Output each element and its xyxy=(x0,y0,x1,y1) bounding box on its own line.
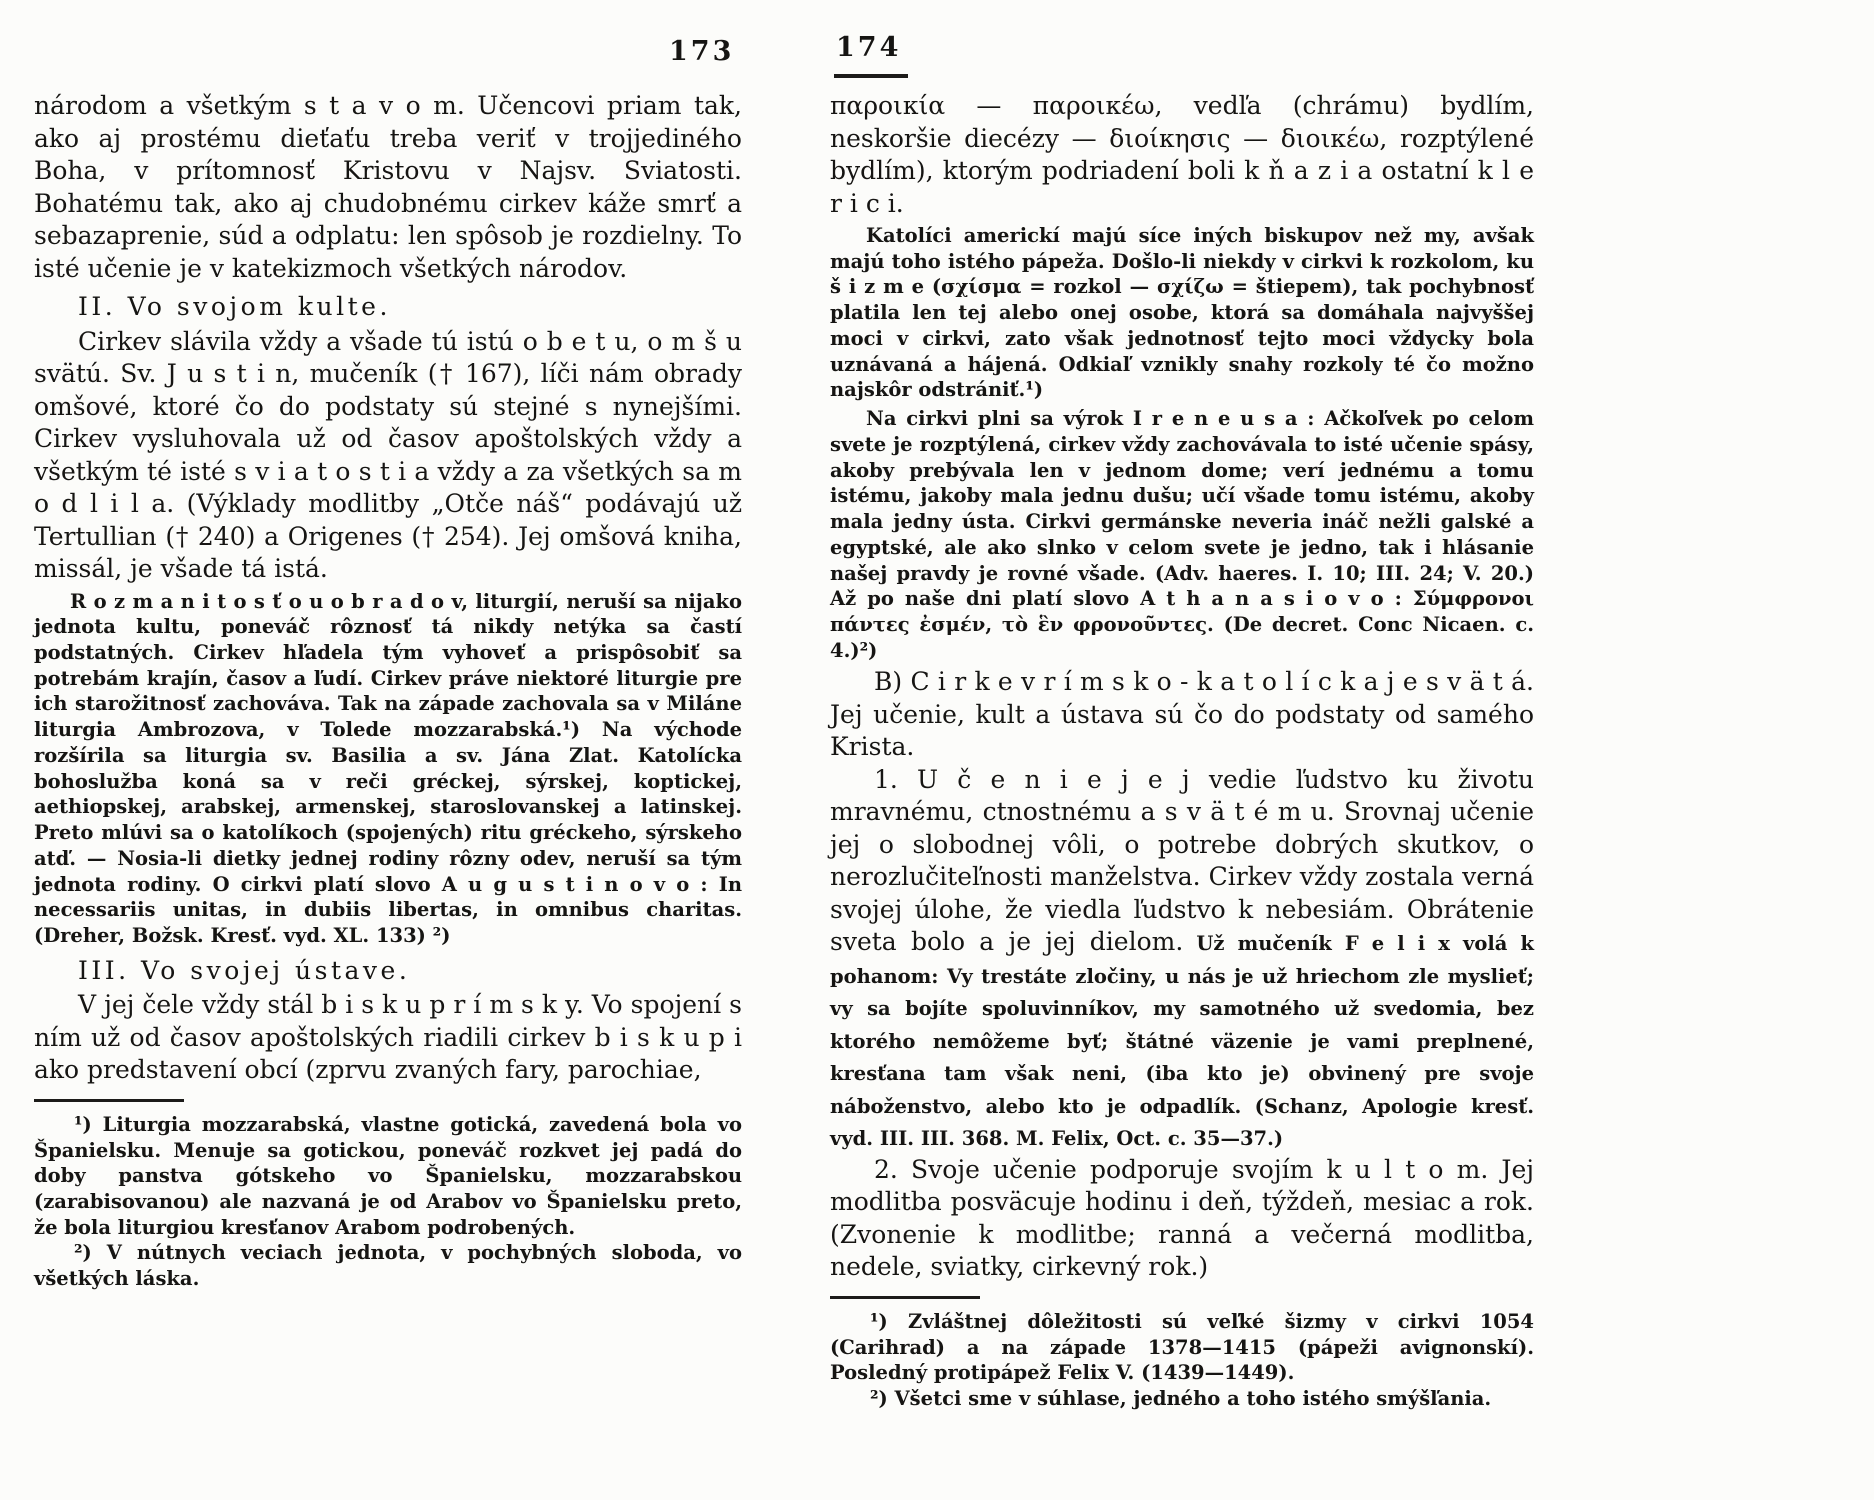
section-heading-kult: II. Vo svojom kulte. xyxy=(78,292,391,321)
footnote-2: ²) V nútnych veciach jednota, v pochybných sloboda, vo všetkých láska. xyxy=(34,1241,742,1291)
paragraph-kult: 2. Svoje učenie podporuje svojím k u l t o m. Jej modlitba posväcuje hodinu i deň, týždeň, mesiac a rok. (Zvonenie k modlitbe; ranná a večerná modlitba, nedele, sviatky, cirkevný rok.) xyxy=(830,1154,1534,1282)
page-right-column xyxy=(830,90,1534,1412)
footnote-1: ¹) Zvláštnej dôležitosti sú veľké šizmy v cirkvi 1054 (Carihrad) a na západe 1378—1415 (pápeži avignonskí). Posledný protipápež Felix V. (1439—1449). xyxy=(830,1309,1534,1385)
paragraph-ucenie-main-part: 1. U č e n i e j e j vedie ľudstvo ku životu mravnému, ctnostnému a s v ä t é m u. Srovnaj učenie jej o slobodnej vôli, o potrebe dobrých skutkov, o nerozlučiteľnosti manželstva. Cirkev vždy zostala verná svojej úlohe, že viedla ľudstvo k nebesiám. Obrátenie sveta bolo a je jej dielom. xyxy=(830,764,1534,957)
paragraph-continuation: národom a všetkým s t a v o m. Učencovi priam tak, ako aj prostému dieťaťu treba veriť v trojjediného Boha, v prítomnosť Kristovu v Najsv. Sviatosti. Bohatému tak, ako aj chudobnému cirkev káže smrť a sebazaprenie, súd a odplatu: len spôsob je rozdielny. To isté učenie je v katekizmoch všetkých národov. xyxy=(34,91,742,283)
footnote-block-right xyxy=(830,1296,1534,1412)
petit-paragraph-katolici: Katolíci americkí majú síce iných biskupov než my, avšak majú toho istého pápeža. Došlo-li niekdy v cirkvi k rozkolom, ku š i z m e (σχίσμα = rozkol — σχίζω = štiepem), tak pochybnosť platila len tej alebo onej osobe, ktorá sa domáhala najvyššej moci v cirkvi, zato však jednotnosť tejto moci vždycky bola uznávaná a hájená. Odkiaľ vznikly snahy rozkoly té čo možno najskôr odstrániť.¹) xyxy=(830,224,1534,402)
paragraph-svata-cirkev: B) C i r k e v r í m s k o - k a t o l í c k a j e s v ä t á. Jej učenie, kult a ústava sú čo do podstaty od samého Krista. xyxy=(830,667,1534,762)
petit-paragraph-ireneus: Na cirkvi plni sa výrok I r e n e u s a : Ačkoľvek po celom svete je rozptýlená, cirkev vždy zachovávala to isté učenie spásy, akoby prebývala len v jednom dome; verí jednému a tomu istému, jakoby mala jednu dušu; učí všade tomu istému, akoby mala jedny ústa. Cirkvi germánske neveria ináč nežli galské a egyptské, ale ako slnko v celom svete je jedno, tak i hlásanie našej pravdy je rovné všade. (Adv. haeres. I. 10; III. 24; V. 20.) Až po naše dni platí slovo A t h a n a s i o v o : Σύμφρονοι πάντες ἐσμέν, τὸ ἓν φρονοῦντες. (De decret. Conc Nicaen. c. 4.)²) xyxy=(830,407,1534,662)
paragraph-ucenie xyxy=(830,764,1534,1154)
page-number-right: 174 xyxy=(836,32,902,63)
paragraph-ucenie-petit-part: Už mučeník F e l i x volá k pohanom: Vy trestáte zločiny, u nás je už hriechom zle myslieť; vy sa bojíte spoluvinníkov, my samotného už svedomia, bez ktorého nemôžeme byť; štátné väzenie je vami preplnené, kresťana tam však neni, (iba kto je) obvinený pre svoje náboženstvo, alebo kto je odpadlík. (Schanz, Apologie kresť. vyd. III. III. 368. M. Felix, Oct. c. 35—37.) xyxy=(830,932,1535,1151)
footnote-1: ¹) Liturgia mozzarabská, vlastne gotická, zavedená bola vo Španielsku. Menuje sa gotickou, poneváč rozkvet jej padá do doby panstva gótskeho vo Španielsku, mozzarabskou (zarabisovanou) ale nazvaná je od Arabov vo Španielsku preto, že bola liturgiou kresťanov Arabom podrobených. xyxy=(34,1112,742,1239)
footnote-block-left xyxy=(34,1099,742,1292)
footnote-2: ²) Všetci sme v súhlase, jedného a toho istého smýšľania. xyxy=(870,1387,1492,1411)
petit-paragraph-obrady: R o z m a n i t o s ť o u o b r a d o v, liturgií, neruší sa nijako jednota kultu, poneváč rôznosť tá nikdy netýka sa častí podstatných. Cirkev hľadela tým vyhoveť a prispôsobiť sa potrebám krajín, časov a ľudí. Cirkev práve niektoré liturgie pre ich starožitnosť zachováva. Tak na západe zachovala sa v Miláne liturgia Ambrozova, v Tolede mozzarabská.¹) Na východe rozšírila sa liturgia sv. Basilia a sv. Jána Zlat. Katolícka bohoslužba koná sa v reči gréckej, sýrskej, koptickej, aethiopskej, arabskej, armenskej, staroslovanskej a latinskej. Preto mlúvi sa o katolíkoch (spojených) ritu gréckeho, sýrskeho atď. — Nosia-li dietky jednej rodiny rôzny odev, neruší sa tým jednota rodiny. O cirkvi platí slovo A u g u s t i n o v o : In necessariis unitas, in dubiis libertas, in omnibus charitas. (Dreher, Božsk. Kresť. vyd. XL. 133) ²) xyxy=(34,589,742,948)
paragraph-continuation: παροικία — παροικέω, vedľa (chrámu) bydlím, neskoršie diecézy — διοίκησις — διοικέω, rozptýlené bydlím), ktorým podriadení boli k ň a z i a ostatní k l e r i c i. xyxy=(830,91,1534,218)
footnote-rule xyxy=(34,1099,184,1102)
footnote-rule xyxy=(830,1296,980,1299)
page-left-column xyxy=(34,90,742,1292)
paragraph-omsa: Cirkev slávila vždy a všade tú istú o b e t u, o m š u svätú. Sv. J u s t i n, mučeník († 167), líči nám obrady omšové, ktoré čo do podstaty sú stejné s nynejšími. Cirkev vysluhovala už od časov apoštolských vždy a všetkým té isté s v i a t o s t i a vždy a za všetkých sa m o d l i l a. (Výklady modlitby „Otče náš“ podávajú už Tertullian († 240) a Origenes († 254). Jej omšová kniha, missál, je všade tá istá. xyxy=(34,326,742,583)
page-number-underline xyxy=(834,74,908,78)
paragraph-biskup: V jej čele vždy stál b i s k u p r í m s k y. Vo spojení s ním už od časov apoštolských riadili cirkev b i s k u p i ako predstavení obcí (zprvu zvaných fary, parochiae, xyxy=(34,990,742,1085)
page-number-left: 173 xyxy=(669,36,735,67)
section-heading-ustava: III. Vo svojej ústave. xyxy=(78,955,411,985)
